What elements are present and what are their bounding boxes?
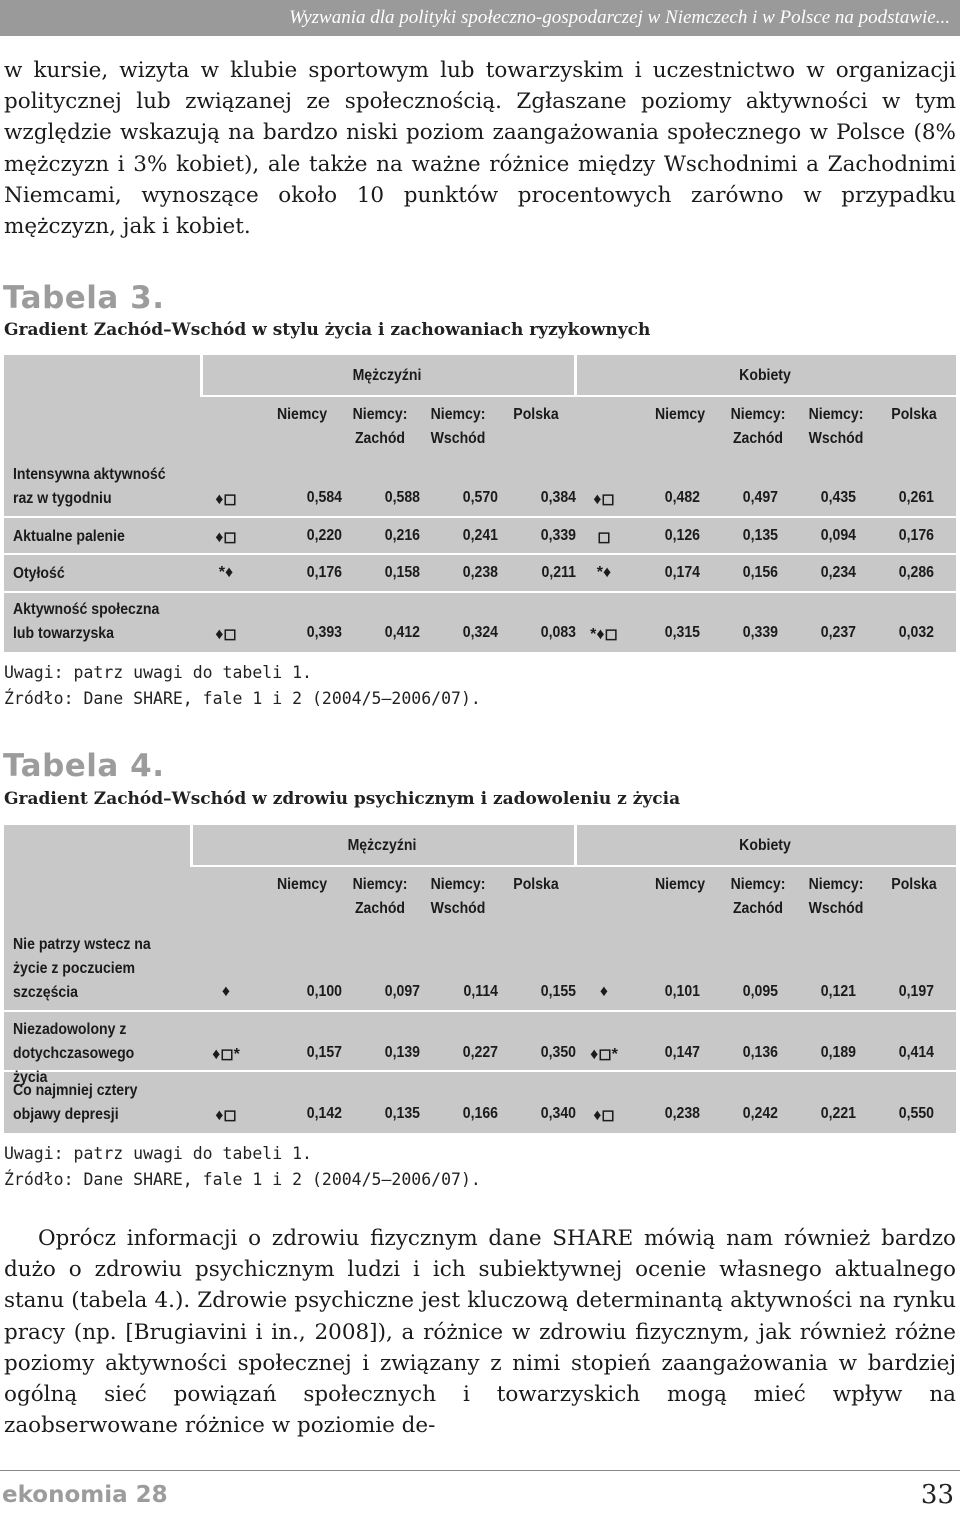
table3-cell: 0,482 (664, 489, 700, 506)
table3-cell: 0,156 (742, 564, 778, 581)
table3-cell: 0,220 (306, 527, 342, 544)
table3-cell: 0,412 (384, 624, 420, 641)
table3-col-zachod-m: Niemcy: Zachód (352, 406, 408, 447)
table3-cell: 0,241 (462, 527, 498, 544)
table4-cell: 0,136 (742, 1044, 778, 1061)
table3-cell: 0,176 (306, 564, 342, 581)
table4-cell: 0,155 (540, 983, 576, 1000)
table4-col-niemcy-m: Niemcy (276, 876, 328, 893)
table3-cell: 0,324 (462, 624, 498, 641)
table4-col-zachod-k: Niemcy: Zachód (730, 876, 786, 917)
table4-cell: 0,147 (664, 1044, 700, 1061)
table3-cell: 0,435 (820, 489, 856, 506)
table4-source: Źródło: Dane SHARE, fale 1 i 2 (2004/5–2006/07). (4, 1170, 481, 1189)
table4-row-sym-k: ♦◻* (590, 1046, 618, 1063)
table4-cell: 0,114 (463, 983, 498, 1000)
table3-cell: 0,238 (462, 564, 498, 581)
table4 (4, 825, 956, 1133)
table3-row-label: Intensywna aktywność raz w tygodniu (13, 466, 166, 507)
table4-group-men: Mężczyźni (347, 837, 417, 854)
table4-col-zachod-m: Niemcy: Zachód (352, 876, 408, 917)
table3-cell: 0,261 (898, 489, 934, 506)
table3-row-label: Aktywność społeczna lub towarzyska (13, 601, 160, 642)
table4-cell: 0,135 (384, 1105, 420, 1122)
table4-cell: 0,550 (898, 1105, 934, 1122)
table4-cell: 0,189 (820, 1044, 856, 1061)
table3-col-polska-m: Polska (513, 406, 559, 423)
table4-row-label: Niezadowolony z dotychczasowego życia (13, 1021, 135, 1086)
table3-cell: 0,315 (664, 624, 700, 641)
table4-row-label: Nie patrzy wstecz na życie z poczuciem szczęścia (13, 936, 151, 1001)
table3-subtitle: Gradient Zachód–Wschód w stylu życia i zachowaniach ryzykownych (4, 320, 651, 340)
table4-cell: 0,350 (540, 1044, 576, 1061)
footer-rule (0, 1470, 960, 1471)
table3-row-sym-m: ♦◻ (215, 626, 237, 643)
table4-row-sym-m: ♦ (221, 983, 231, 1000)
table4-col-wschod-k: Niemcy: Wschód (808, 876, 864, 917)
table3-cell: 0,237 (820, 624, 856, 641)
table3-col-niemcy-k: Niemcy (654, 406, 706, 423)
table3-cell: 0,339 (540, 527, 576, 544)
table3-cell: 0,393 (306, 624, 342, 641)
table3-cell: 0,234 (820, 564, 856, 581)
table3-cell: 0,497 (742, 489, 778, 506)
table4-col-polska-m: Polska (513, 876, 559, 893)
table3-cell: 0,174 (664, 564, 700, 581)
table3-title: Tabela 3. (3, 280, 165, 316)
table3-cell: 0,094 (820, 527, 856, 544)
table3-row-sym-k: *♦◻ (590, 626, 618, 643)
table4-row-sym-m: ♦◻ (215, 1107, 237, 1124)
table4-cell: 0,100 (306, 983, 342, 1000)
table4-group-women: Kobiety (739, 837, 791, 854)
table3-cell: 0,286 (898, 564, 934, 581)
table3-cell: 0,584 (306, 489, 342, 506)
table4-row-label: Co najmniej cztery objawy depresji (13, 1082, 138, 1123)
table3 (4, 355, 956, 652)
table3-col-wschod-m: Niemcy: Wschód (430, 406, 486, 447)
table4-note: Uwagi: patrz uwagi do tabeli 1. (4, 1144, 312, 1163)
table3-col-niemcy-m: Niemcy (276, 406, 328, 423)
table4-row-sym-k: ♦ (599, 983, 609, 1000)
table3-cell: 0,339 (742, 624, 778, 641)
table4-cell: 0,121 (820, 983, 856, 1000)
table3-row-sym-k: *♦ (596, 564, 612, 581)
table4-cell: 0,095 (742, 983, 778, 1000)
journal-name: ekonomia 28 (2, 1482, 168, 1508)
table3-cell: 0,126 (664, 527, 700, 544)
table3-cell: 0,158 (384, 564, 420, 581)
table4-cell: 0,221 (820, 1105, 856, 1122)
table3-col-wschod-k: Niemcy: Wschód (808, 406, 864, 447)
table4-cell: 0,238 (664, 1105, 700, 1122)
table3-row-label: Otyłość (13, 565, 65, 582)
table3-row-sym-m: ♦◻ (215, 529, 237, 546)
table4-cell: 0,340 (540, 1105, 576, 1122)
table3-cell: 0,211 (541, 564, 576, 581)
table4-cell: 0,142 (306, 1105, 342, 1122)
table4-col-wschod-m: Niemcy: Wschód (430, 876, 486, 917)
paragraph-top-text: w kursie, wizyta w klubie sportowym lub towarzyskim i uczestnictwo w organizacji politycznej lub związanej ze społecznością. Zgłaszane poziomy aktywności w tym względzie wskazują na bardzo niski poziom zaangażowania społecznego w Polsce (8% mężczyzn i 3% kobiet), ale także na ważne różnice między Wschodnimi a Zachodnimi Niemcami, wynoszące około 10 punktów procentowych zarówno w przypadku mężczyzn, jak i kobiet. (4, 58, 956, 240)
table4-title: Tabela 4. (3, 748, 165, 784)
table4-cell: 0,139 (384, 1044, 420, 1061)
table4-cell: 0,197 (898, 983, 934, 1000)
paragraph-bottom (4, 1223, 956, 1441)
table4-subtitle: Gradient Zachód–Wschód w zdrowiu psychicznym i zadowoleniu z życia (4, 789, 681, 809)
table3-note: Uwagi: patrz uwagi do tabeli 1. (4, 663, 312, 682)
table3-cell: 0,588 (384, 489, 420, 506)
table3-cell: 0,032 (898, 624, 934, 641)
table4-row-sym-k: ♦◻ (593, 1107, 615, 1124)
page-number: 33 (920, 1480, 954, 1510)
table4-col-niemcy-k: Niemcy (654, 876, 706, 893)
table4-col-polska-k: Polska (891, 876, 937, 893)
table4-cell: 0,166 (462, 1105, 498, 1122)
table4-cell: 0,414 (898, 1044, 934, 1061)
table3-cell: 0,135 (742, 527, 778, 544)
table3-source: Źródło: Dane SHARE, fale 1 i 2 (2004/5–2006/07). (4, 689, 481, 708)
table4-cell: 0,242 (742, 1105, 778, 1122)
table3-row-sym-k: ♦◻ (593, 491, 615, 508)
table3-col-zachod-k: Niemcy: Zachód (730, 406, 786, 447)
table3-cell: 0,384 (540, 489, 576, 506)
table3-group-women: Kobiety (739, 367, 791, 384)
table4-cell: 0,097 (384, 983, 420, 1000)
paragraph-top (4, 55, 956, 242)
table3-cell: 0,083 (540, 624, 576, 641)
table4-cell: 0,227 (462, 1044, 498, 1061)
table3-row-sym-m: *♦ (218, 564, 234, 581)
table3-cell: 0,216 (384, 527, 420, 544)
table4-cell: 0,157 (306, 1044, 342, 1061)
paragraph-bottom-text: Oprócz informacji o zdrowiu fizycznym dane SHARE mówią nam również bardzo dużo o zdrowiu psychicznym ludzi i ich subiektywnej ocenie własnego aktualnego stanu (tabela 4.). Zdrowie psychiczne jest kluczową determinantą aktywności na rynku pracy (np. [Brugiavini i in., 2008]), a różnice w zdrowiu fizycznym, jak również różne poziomy aktywności społecznej i związany z nimi stopień zaangażowania w bardziej ogólną sieć powiązań społecznych i towarzyskich mogą mieć wpływ na zaobserwowane różnice w poziomie de- (4, 1226, 956, 1439)
table3-row-label: Aktualne palenie (13, 528, 125, 545)
table3-cell: 0,176 (898, 527, 934, 544)
table3-cell: 0,570 (462, 489, 498, 506)
table3-row-sym-k: ◻ (597, 529, 611, 546)
table4-cell: 0,101 (664, 983, 700, 1000)
running-header: Wyzwania dla polityki społeczno-gospodarczej w Niemczech i w Polsce na podstawie... (0, 0, 960, 36)
table4-row-sym-m: ♦◻* (212, 1046, 240, 1063)
table3-col-polska-k: Polska (891, 406, 937, 423)
table3-row-sym-m: ♦◻ (215, 491, 237, 508)
table3-group-men: Mężczyźni (352, 367, 422, 384)
